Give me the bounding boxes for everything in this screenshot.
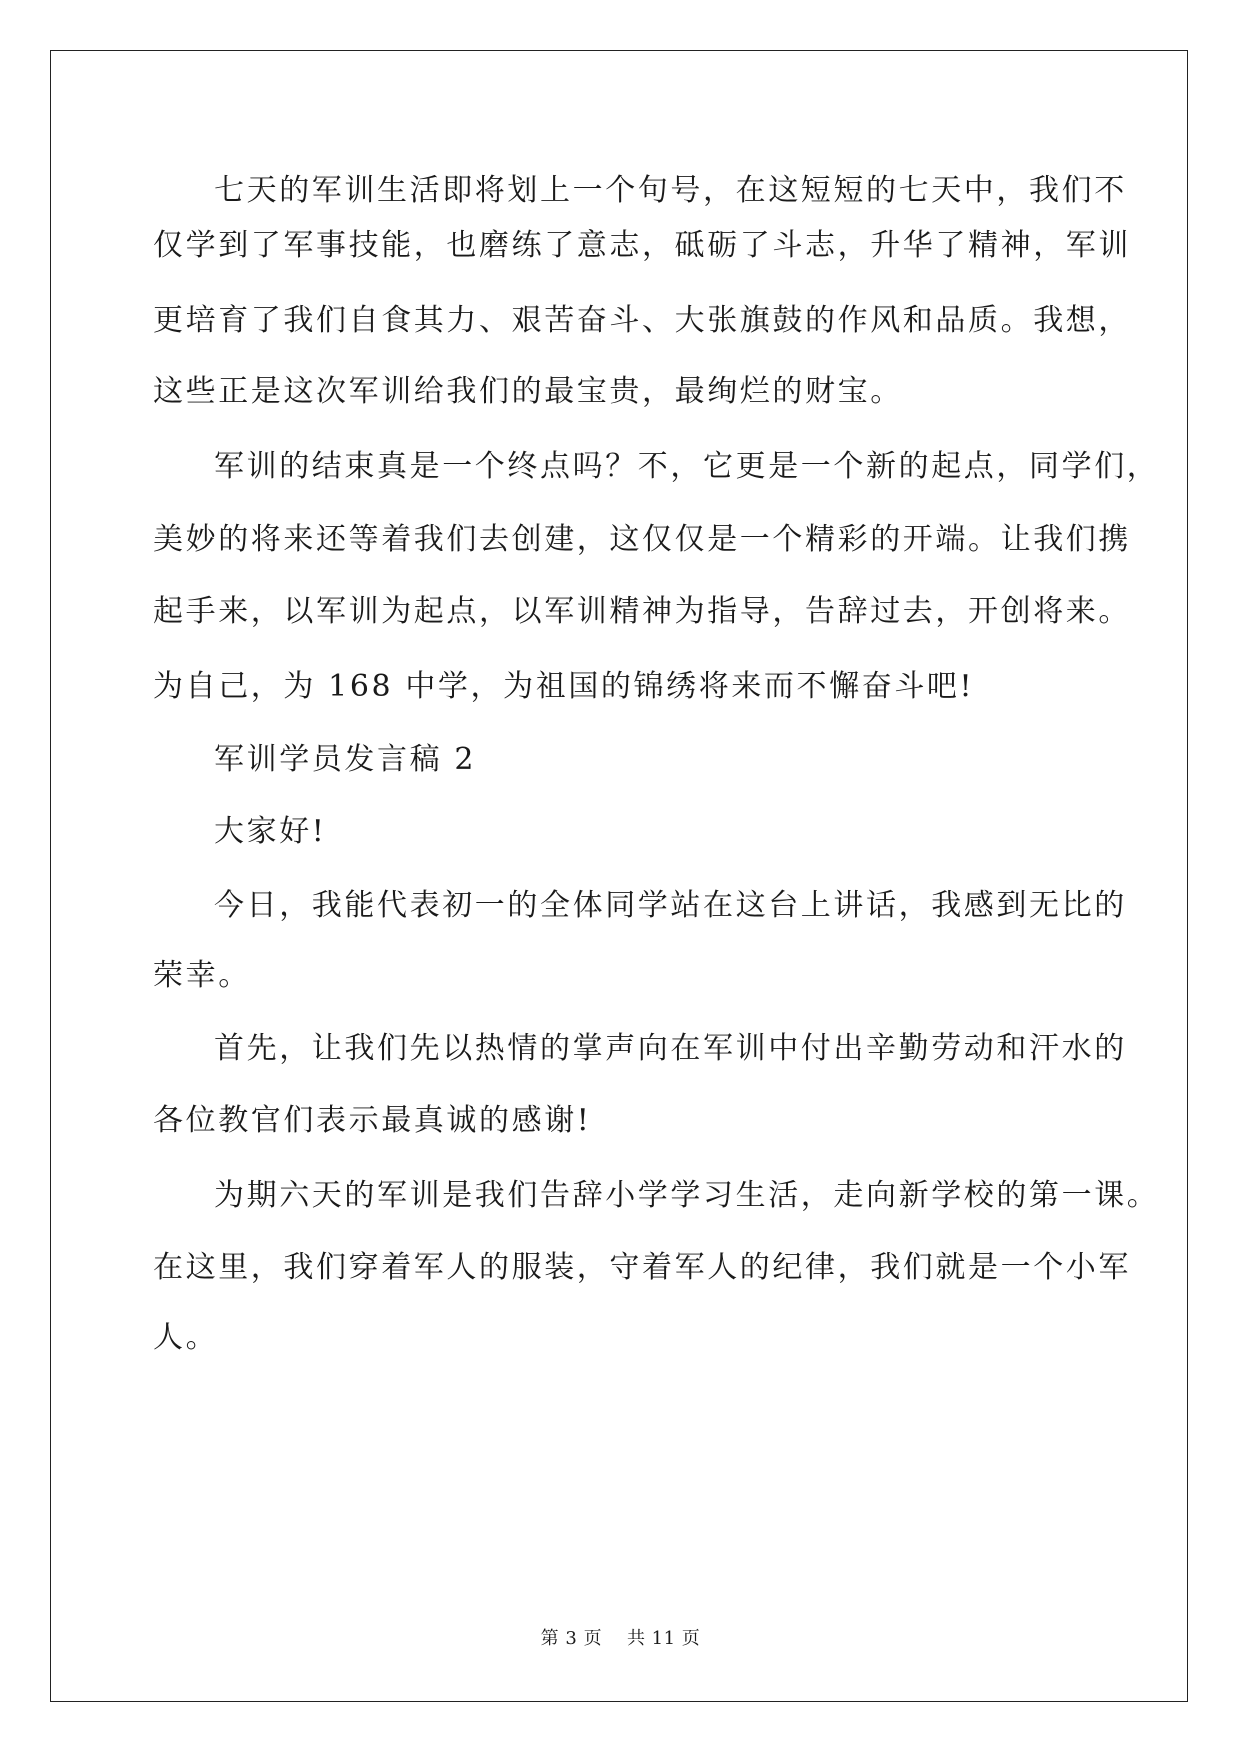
paragraph-line: 七天的军训生活即将划上一个句号，在这短短的七天中，我们不 [214, 173, 1127, 208]
paragraph-line: 首先，让我们先以热情的掌声向在军训中付出辛勤劳动和汗水的 [214, 1031, 1127, 1066]
page-border [50, 50, 1188, 1702]
section-heading: 军训学员发言稿 2 [214, 742, 477, 777]
paragraph-line: 在这里，我们穿着军人的服装，守着军人的纪律，我们就是一个小军 [153, 1250, 1131, 1285]
paragraph-line: 荣幸。 [153, 958, 251, 993]
paragraph-line: 仅学到了军事技能，也磨练了意志，砥砺了斗志，升华了精神，军训 [153, 228, 1131, 263]
paragraph-line: 人。 [153, 1320, 219, 1355]
paragraph-line: 为自己，为 168 中学，为祖国的锦绣将来而不懈奋斗吧! [153, 669, 975, 704]
paragraph-line: 各位教官们表示最真诚的感谢! [153, 1103, 592, 1138]
paragraph-line: 起手来，以军训为起点，以军训精神为指导，告辞过去，开创将来。 [153, 594, 1131, 629]
greeting-line: 大家好! [214, 814, 327, 849]
page-number: 第 3 页 共 11 页 [540, 1628, 701, 1649]
paragraph-line: 美妙的将来还等着我们去创建，这仅仅是一个精彩的开端。让我们携 [153, 522, 1131, 557]
paragraph-line: 更培育了我们自食其力、艰苦奋斗、大张旗鼓的作风和品质。我想， [153, 303, 1131, 338]
paragraph-line: 这些正是这次军训给我们的最宝贵，最绚烂的财宝。 [153, 374, 903, 409]
paragraph-line: 军训的结束真是一个终点吗？不，它更是一个新的起点，同学们， [214, 449, 1160, 484]
paragraph-line: 为期六天的军训是我们告辞小学学习生活，走向新学校的第一课。 [214, 1178, 1160, 1213]
paragraph-line: 今日，我能代表初一的全体同学站在这台上讲话，我感到无比的 [214, 888, 1127, 923]
